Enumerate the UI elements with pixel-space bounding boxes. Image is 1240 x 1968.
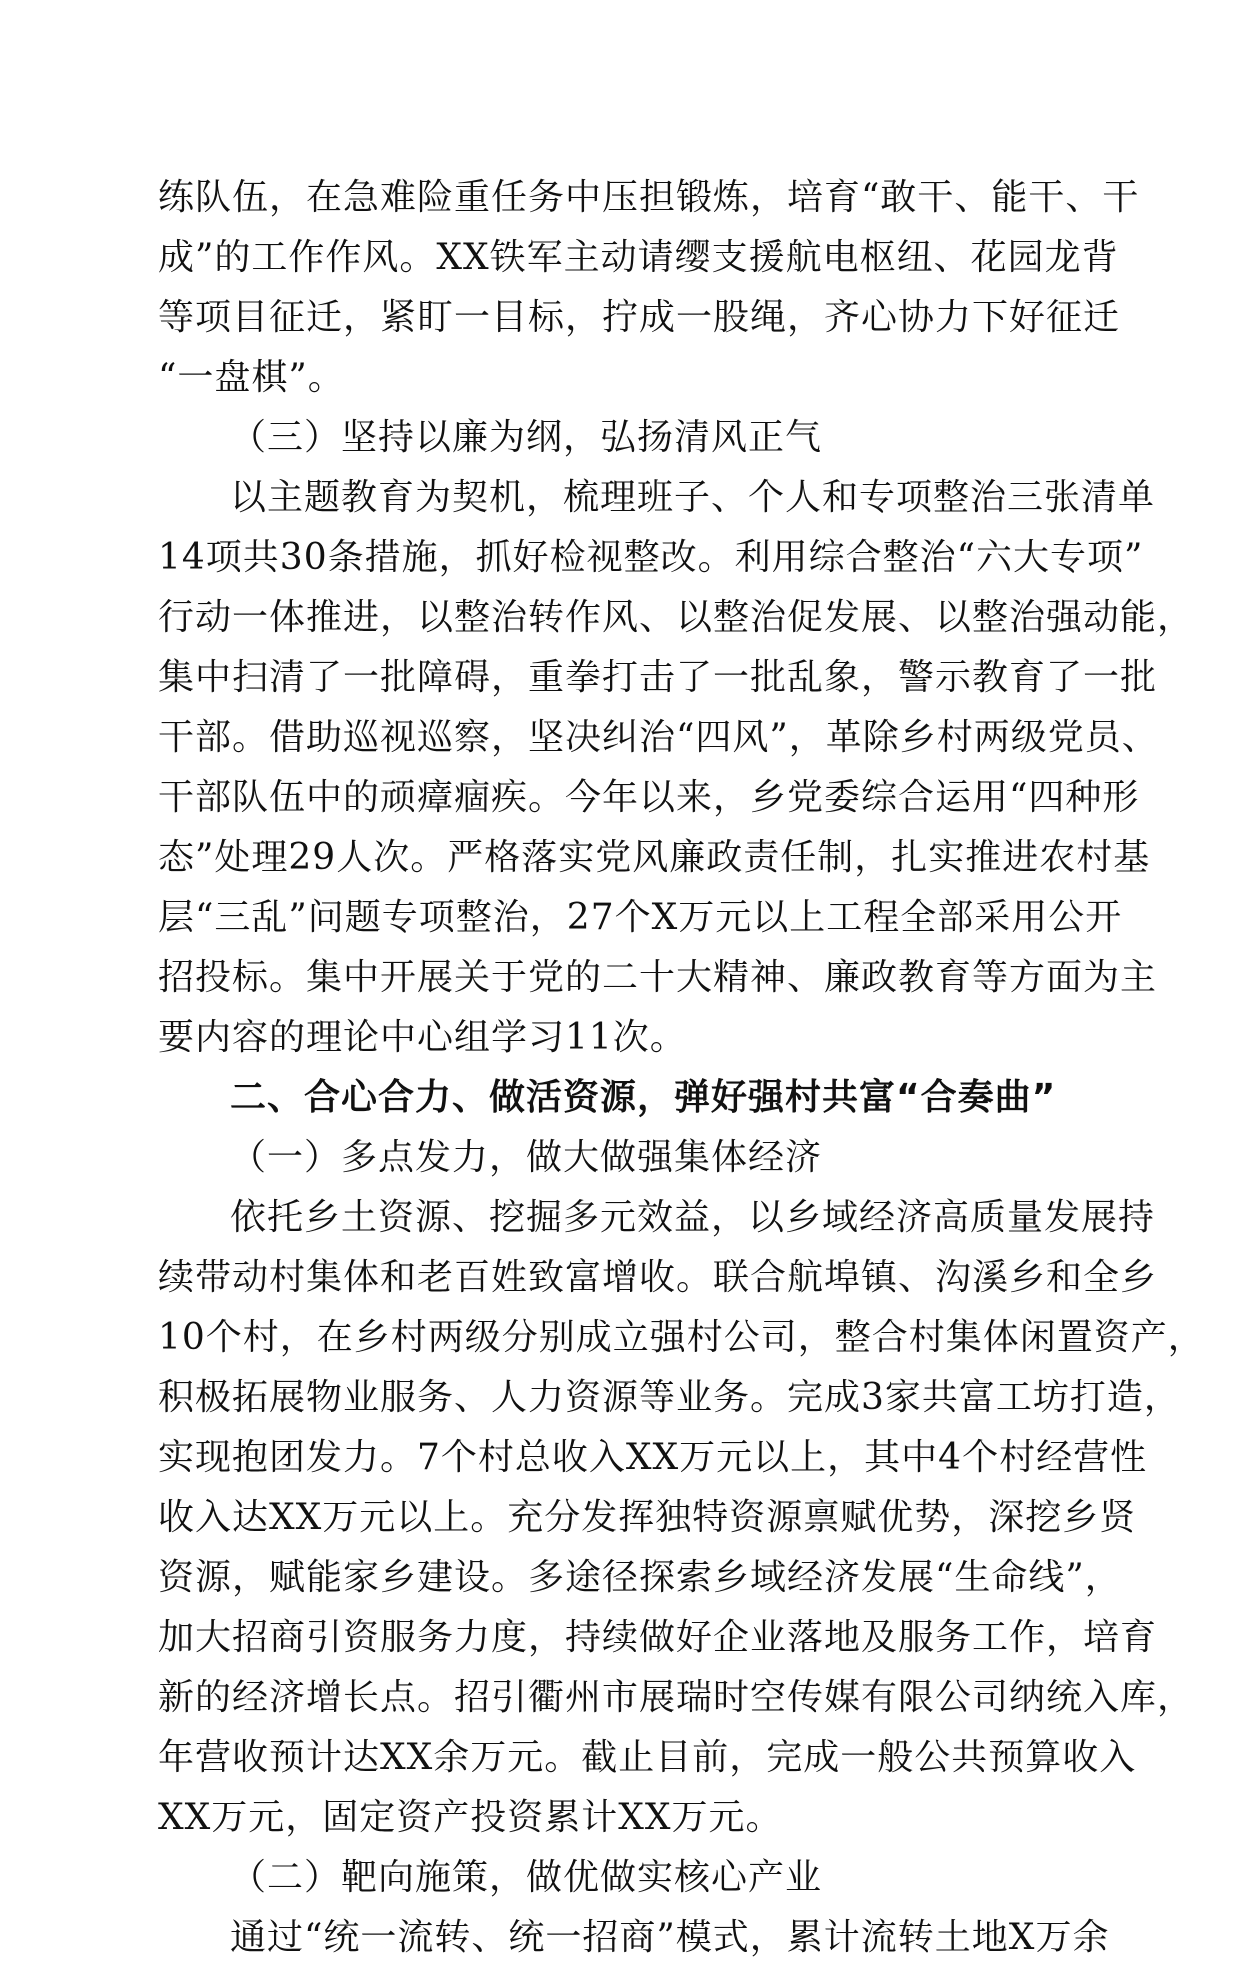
paragraph-line: 等项目征迁，紧盯一目标，拧成一股绳，齐心协力下好征迁 xyxy=(158,297,1121,338)
paragraph-line: 层“三乱”问题专项整治，27个X万元以上工程全部采用公开 xyxy=(158,897,1123,938)
paragraph-line: 成”的工作作风。XX铁军主动请缨支援航电枢纽、花园龙背 xyxy=(158,237,1119,278)
paragraph-line: 以主题教育为契机，梳理班子、个人和专项整治三张清单 xyxy=(230,477,1156,518)
paragraph-line: 积极拓展物业服务、人力资源等业务。完成3家共富工坊打造， xyxy=(158,1377,1181,1418)
section-heading-3: （三）坚持以廉为纲，弘扬清风正气 xyxy=(230,417,823,458)
paragraph-line: 集中扫清了一批障碍，重拳打击了一批乱象，警示教育了一批 xyxy=(158,657,1158,698)
paragraph-line: 年营收预计达XX余万元。截止目前，完成一般公共预算收入 xyxy=(158,1737,1137,1778)
paragraph-line: 练队伍，在急难险重任务中压担锻炼，培育“敢干、能干、干 xyxy=(158,177,1140,218)
document-body xyxy=(158,168,1205,1968)
paragraph-line: 加大招商引资服务力度，持续做好企业落地及服务工作，培育 xyxy=(158,1617,1158,1658)
paragraph-line: 收入达XX万元以上。充分发挥独特资源禀赋优势，深挖乡贤 xyxy=(158,1497,1137,1538)
paragraph-line: 资源，赋能家乡建设。多途径探索乡域经济发展“生命线”， xyxy=(158,1557,1122,1598)
paragraph-line: 干部队伍中的顽瘴痼疾。今年以来，乡党委综合运用“四种形 xyxy=(158,777,1140,818)
paragraph-line: 新的经济增长点。招引衢州市展瑞时空传媒有限公司纳统入库， xyxy=(158,1677,1195,1718)
paragraph-line: 14项共30条措施，抓好检视整改。利用综合整治“六大专项” xyxy=(158,537,1144,578)
paragraph-line: “一盘棋”。 xyxy=(158,357,345,398)
paragraph-line: 招投标。集中开展关于党的二十大精神、廉政教育等方面为主 xyxy=(158,957,1158,998)
paragraph-line: 通过“统一流转、统一招商”模式，累计流转土地X万余 xyxy=(230,1917,1110,1958)
paragraph-line: XX万元，固定资产投资累计XX万元。 xyxy=(158,1797,783,1838)
paragraph-line: 要内容的理论中心组学习11次。 xyxy=(158,1017,687,1058)
paragraph-line: 干部。借助巡视巡察，坚决纠治“四风”，革除乡村两级党员、 xyxy=(158,717,1159,758)
section-heading-2-sub: （二）靶向施策，做优做实核心产业 xyxy=(230,1857,823,1898)
paragraph-line: 态”处理29人次。严格落实党风廉政责任制，扎实推进农村基 xyxy=(158,837,1151,878)
paragraph-line: 续带动村集体和老百姓致富增收。联合航埠镇、沟溪乡和全乡 xyxy=(158,1257,1158,1298)
paragraph-line: 10个村，在乡村两级分别成立强村公司，整合村集体闲置资产， xyxy=(158,1317,1205,1358)
paragraph-line: 行动一体推进，以整治转作风、以整治促发展、以整治强动能， xyxy=(158,597,1195,638)
paragraph-line: 实现抱团发力。7个村总收入XX万元以上，其中4个村经营性 xyxy=(158,1437,1148,1478)
section-heading-1: （一）多点发力，做大做强集体经济 xyxy=(230,1137,823,1178)
section-heading-2: 二、合心合力、做活资源，弹好强村共富“合奏曲” xyxy=(230,1077,1057,1118)
paragraph-line: 依托乡土资源、挖掘多元效益，以乡域经济高质量发展持 xyxy=(230,1197,1156,1238)
